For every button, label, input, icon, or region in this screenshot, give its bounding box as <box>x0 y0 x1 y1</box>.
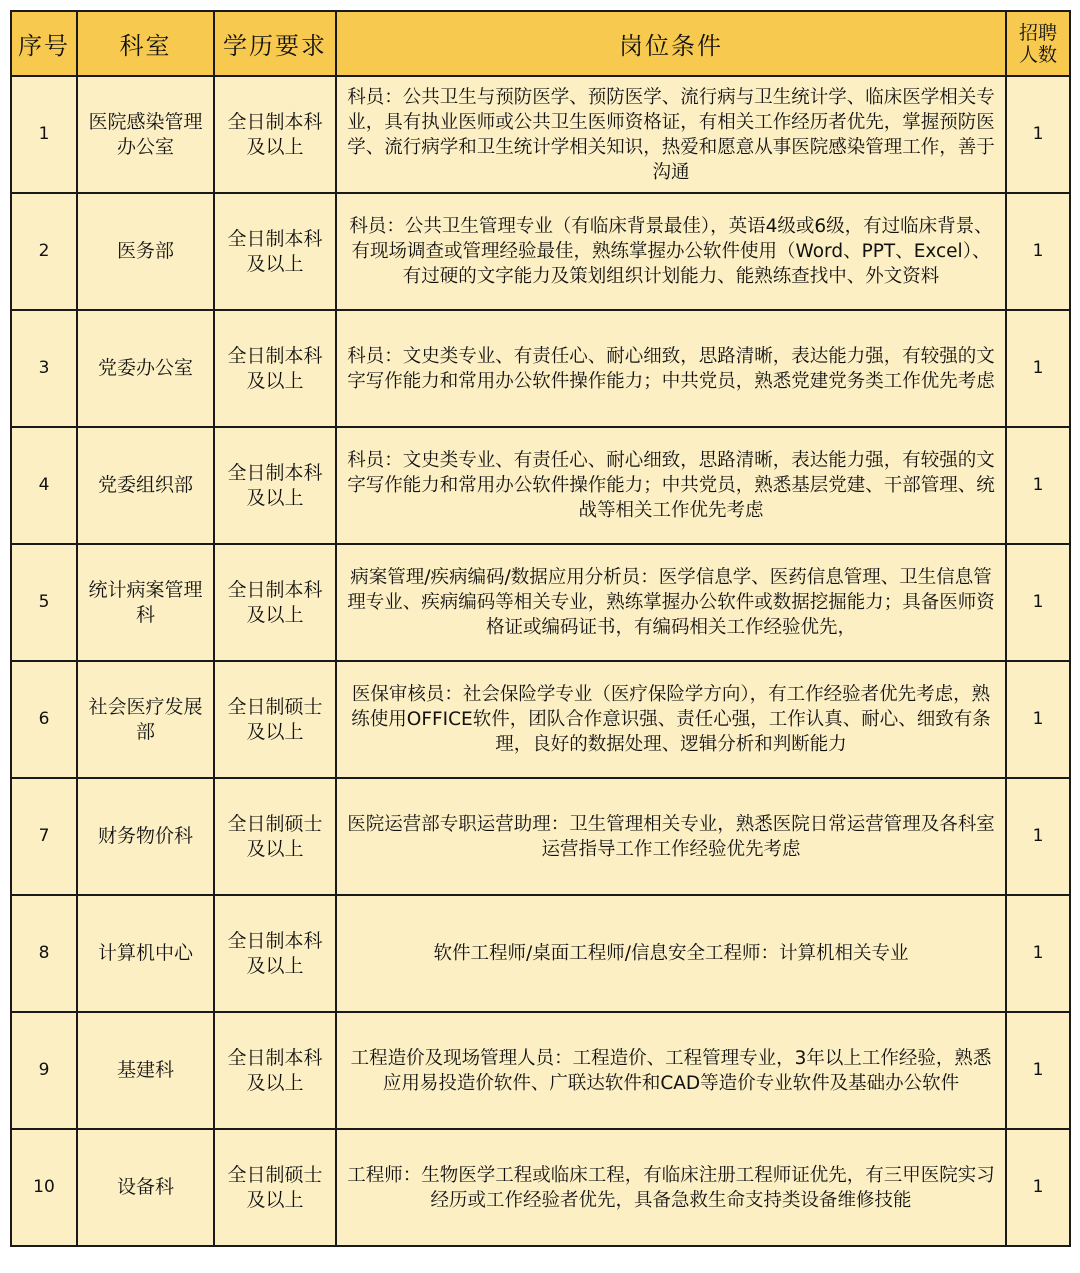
row-hiring-count: 1 <box>1006 661 1070 778</box>
row-hiring-count: 1 <box>1006 778 1070 895</box>
row-position-requirements: 病案管理/疾病编码/数据应用分析员：医学信息学、医药信息管理、卫生信息管理专业、疾病编码等相关专业，熟练掌握办公软件或数据挖掘能力；具备医师资格证或编码证书，有编码相关工作经验优先， <box>336 544 1006 661</box>
row-department: 党委组织部 <box>77 427 214 544</box>
table-row <box>11 661 1070 778</box>
table-row <box>11 427 1070 544</box>
row-education: 全日制本科及以上 <box>214 895 336 1012</box>
row-serial-number: 9 <box>11 1012 77 1129</box>
row-hiring-count: 1 <box>1006 193 1070 310</box>
header-hiring-count-line1: 招聘 <box>1018 21 1057 44</box>
table-row <box>11 76 1070 193</box>
table-row <box>11 310 1070 427</box>
row-education: 全日制本科及以上 <box>214 427 336 544</box>
row-department: 社会医疗发展部 <box>77 661 214 778</box>
row-department: 医院感染管理办公室 <box>77 76 214 193</box>
row-position-requirements: 科员：公共卫生与预防医学、预防医学、流行病与卫生统计学、临床医学相关专业，具有执业医师或公共卫生医师资格证，有相关工作经历者优先，掌握预防医学、流行病学和卫生统计学相关知识，热爱和愿意从事医院感染管理工作，善于沟通 <box>336 76 1006 193</box>
header-education: 学历要求 <box>214 11 336 76</box>
row-serial-number: 5 <box>11 544 77 661</box>
row-position-requirements: 工程造价及现场管理人员：工程造价、工程管理专业，3年以上工作经验，熟悉应用易投造价软件、广联达软件和CAD等造价专业软件及基础办公软件 <box>336 1012 1006 1129</box>
row-education: 全日制本科及以上 <box>214 193 336 310</box>
row-education: 全日制硕士及以上 <box>214 1129 336 1246</box>
row-serial-number: 3 <box>11 310 77 427</box>
row-education: 全日制本科及以上 <box>214 310 336 427</box>
row-hiring-count: 1 <box>1006 76 1070 193</box>
row-education: 全日制本科及以上 <box>214 76 336 193</box>
row-serial-number: 7 <box>11 778 77 895</box>
row-department: 党委办公室 <box>77 310 214 427</box>
header-position-requirements: 岗位条件 <box>336 11 1006 76</box>
row-hiring-count: 1 <box>1006 1129 1070 1246</box>
row-position-requirements: 科员：公共卫生管理专业（有临床背景最佳），英语4级或6级，有过临床背景、有现场调查或管理经验最佳，熟练掌握办公软件使用（Word、PPT、Excel）、有过硬的文字能力及策划组织计划能力、能熟练查找中、外文资料 <box>336 193 1006 310</box>
row-education: 全日制硕士及以上 <box>214 778 336 895</box>
table-row <box>11 193 1070 310</box>
header-department: 科室 <box>77 11 214 76</box>
row-department: 统计病案管理科 <box>77 544 214 661</box>
row-position-requirements: 医保审核员：社会保险学专业（医疗保险学方向），有工作经验者优先考虑，熟练使用OFFICE软件，团队合作意识强、责任心强，工作认真、耐心、细致有条理，良好的数据处理、逻辑分析和判断能力 <box>336 661 1006 778</box>
row-hiring-count: 1 <box>1006 310 1070 427</box>
table-row <box>11 1012 1070 1129</box>
header-hiring-count-line2: 人数 <box>1018 43 1057 66</box>
row-position-requirements: 科员：文史类专业、有责任心、耐心细致，思路清晰，表达能力强，有较强的文字写作能力和常用办公软件操作能力；中共党员，熟悉党建党务类工作优先考虑 <box>336 310 1006 427</box>
header-hiring-count <box>1006 11 1070 76</box>
row-serial-number: 4 <box>11 427 77 544</box>
row-education: 全日制本科及以上 <box>214 1012 336 1129</box>
row-position-requirements: 医院运营部专职运营助理：卫生管理相关专业，熟悉医院日常运营管理及各科室运营指导工作工作经验优先考虑 <box>336 778 1006 895</box>
recruitment-table-container <box>10 10 1071 1247</box>
table-row <box>11 1129 1070 1246</box>
row-serial-number: 2 <box>11 193 77 310</box>
row-department: 计算机中心 <box>77 895 214 1012</box>
row-serial-number: 10 <box>11 1129 77 1246</box>
row-position-requirements: 工程师：生物医学工程或临床工程，有临床注册工程师证优先，有三甲医院实习经历或工作经验者优先，具备急救生命支持类设备维修技能 <box>336 1129 1006 1246</box>
header-serial-number: 序号 <box>11 11 77 76</box>
row-serial-number: 1 <box>11 76 77 193</box>
table-body <box>11 76 1070 1246</box>
table-row <box>11 778 1070 895</box>
row-department: 财务物价科 <box>77 778 214 895</box>
row-hiring-count: 1 <box>1006 544 1070 661</box>
row-hiring-count: 1 <box>1006 427 1070 544</box>
row-serial-number: 6 <box>11 661 77 778</box>
row-department: 医务部 <box>77 193 214 310</box>
row-hiring-count: 1 <box>1006 1012 1070 1129</box>
row-position-requirements: 软件工程师/桌面工程师/信息安全工程师：计算机相关专业 <box>336 895 1006 1012</box>
row-department: 设备科 <box>77 1129 214 1246</box>
row-hiring-count: 1 <box>1006 895 1070 1012</box>
row-position-requirements: 科员：文史类专业、有责任心、耐心细致，思路清晰，表达能力强，有较强的文字写作能力和常用办公软件操作能力；中共党员，熟悉基层党建、干部管理、统战等相关工作优先考虑 <box>336 427 1006 544</box>
row-education: 全日制本科及以上 <box>214 544 336 661</box>
row-department: 基建科 <box>77 1012 214 1129</box>
table-row <box>11 895 1070 1012</box>
recruitment-table <box>10 10 1071 1247</box>
table-header <box>11 11 1070 76</box>
row-serial-number: 8 <box>11 895 77 1012</box>
table-row <box>11 544 1070 661</box>
row-education: 全日制硕士及以上 <box>214 661 336 778</box>
header-row <box>11 11 1070 76</box>
